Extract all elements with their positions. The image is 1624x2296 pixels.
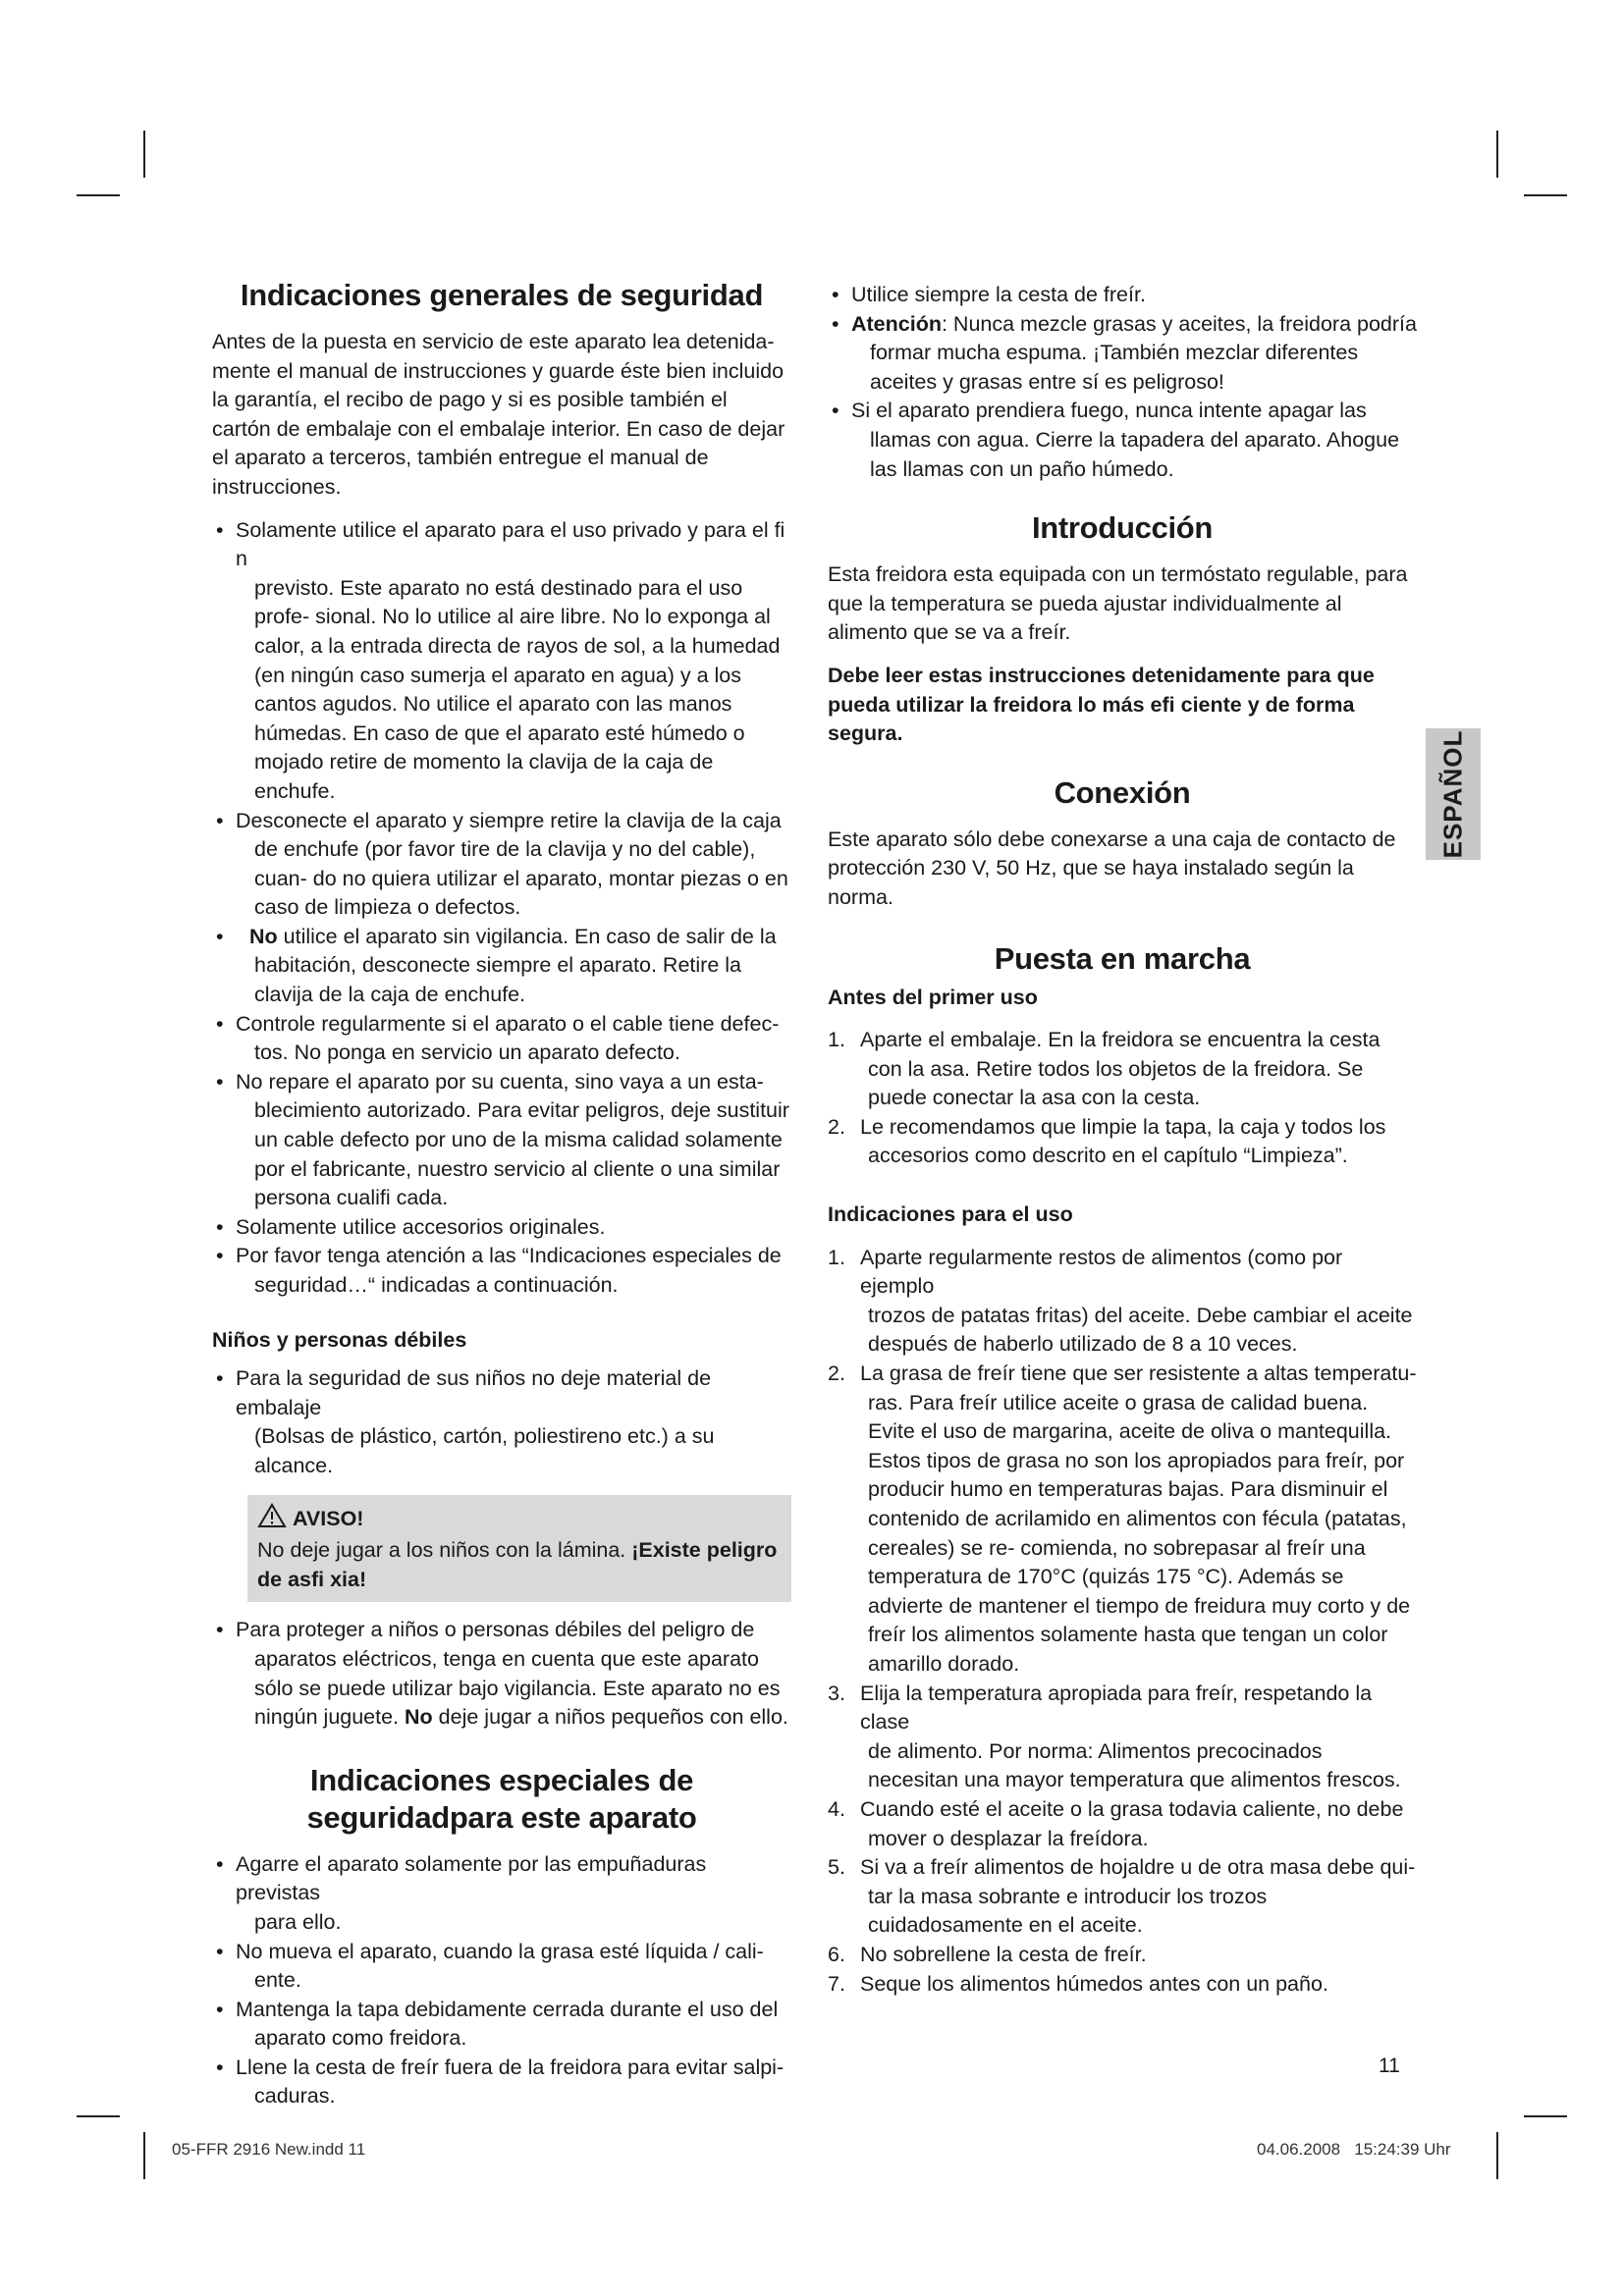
list-item: • Llene la cesta de freír fuera de la freidora para evitar salpi- caduras. [212,2054,791,2111]
crop-mark [1496,2132,1498,2179]
list-item: • Por favor tenga atención a las “Indicaciones especiales de seguridad…“ indicadas a continuación. [212,1242,791,1300]
list-item: • No utilice el aparato sin vigilancia. En caso de salir de la habitación, desconecte siempre el aparato. Retire la clavija de la caja de enchufe. [212,923,791,1010]
first-use-title: Antes del primer uso [828,985,1038,1009]
general-safety-title: Indicaciones generales de seguridad [240,278,764,312]
list-item: • Solamente utilice el aparato para el uso privado y para el fi n previsto. Este aparato no está destinado para el uso profe- sional. No lo utilice al aire libre. No lo exponga al calor, a la entrada directa de rayos de sol, a la humedad (en ningún caso sumerja el aparato en agua) y a los cantos agudos. No utilice el aparato con las manos húmedas. En caso de que el aparato esté húmedo o mojado retire de momento la clavija de la caja de enchufe. [212,516,791,807]
children-list-2 [212,1616,791,1732]
list-item: • Utilice siempre la cesta de freír. [828,281,1417,310]
crop-mark [143,131,145,178]
warning-title: AVISO! [293,1507,364,1531]
warning-triangle-icon [257,1503,287,1537]
list-item: 2. La grasa de freír tiene que ser resistente a altas temperatu- ras. Para freír utilice aceite o grasa de calidad buena. Evite el uso de margarina, aceite de oliva o mantequilla. Estos tipos de grasa no son los apropiados para freír, por producir humo en temperaturas bajas. Para disminuir el contenido de acrilamido en alimentos con fécula (patatas, cereales) se re- comienda, no sobrepasar al freír una temperatura de 170°C (quizás 175 °C). Además se advierte de mantener el tiempo de freidura muy corto y de freír los alimentos solamente hasta que tengan un color amarillo dorado. [828,1362,1417,1676]
list-item: 6. No sobrellene la cesta de freír. [828,1942,1147,1966]
list-item: 1. Aparte el embalaje. En la freidora se encuentra la cesta con la asa. Retire todos los objetos de la freidora. Se puede conectar la asa con la cesta. [828,1028,1380,1110]
warning-heading [257,1503,782,1537]
general-safety-list [212,516,791,1301]
right-column [828,281,1417,2012]
list-item: • Agarre el aparato solamente por las empuñaduras previstas para ello. [212,1850,791,1938]
crop-mark [77,2115,120,2117]
introduction-text: Esta freidora esta equipada con un termóstato regulable, para que la temperatura se pueda ajustar individualmente al alimento que se va a freír. [828,562,1408,645]
connection-text: Este aparato sólo debe conexarse a una caja de contacto de protección 230 V, 50 Hz, que se haya instalado según la norma. [828,827,1396,909]
list-item: • Solamente utilice accesorios originales. [212,1213,791,1243]
footer-file-name: 05-FFR 2916 New.indd 11 [172,2140,366,2159]
crop-mark [1496,131,1498,178]
introduction-bold-text: Debe leer estas instrucciones detenidamente para que pueda utilizar la freidora lo más efi ciente y de forma segura. [828,663,1375,746]
warning-box [247,1495,791,1603]
crop-mark [1524,2115,1567,2117]
left-column [212,277,791,2125]
first-use-list [828,1026,1417,1171]
general-safety-intro: Antes de la puesta en servicio de este aparato lea detenida- mente el manual de instrucciones y guarde éste bien incluido la garantía, el recibo de pago y si es posible también el cartón de embalaje con el embalaje interior. En caso de dejar el aparato a terceros, también entregue el manual de instrucciones. [212,330,785,499]
usage-title: Indicaciones para el uso [828,1202,1073,1227]
list-item: • No mueva el aparato, cuando la grasa esté líquida / cali- ente. [212,1938,791,1996]
list-item: 5. Si va a freír alimentos de hojaldre u de otra masa debe qui- tar la masa sobrante e introducir los trozos cuidadosamente en el aceite. [828,1855,1416,1938]
crop-mark [143,2132,145,2179]
connection-title: Conexión [1054,774,1191,810]
list-item: • No repare el aparato por su cuenta, sino vaya a un esta- blecimiento autorizado. Para evitar peligros, deje sustituir un cable defecto por uno de la misma calidad solamente por el fabricante, nuestro servicio al cliente o una similar persona cualifi cada. [212,1068,791,1213]
special-safety-list-continued [828,281,1417,484]
introduction-title: Introducción [1031,510,1214,546]
list-item: • Desconecte el aparato y siempre retire la clavija de la caja de enchufe (por favor tire de la clavija y no del cable), cuan- do no quiera utilizar el aparato, montar piezas o en caso de limpieza o defectos. [212,807,791,923]
list-item: 2. Le recomendamos que limpie la tapa, la caja y todos los accesorios como descrito en el capítulo “Limpieza”. [828,1114,1386,1168]
children-title: Niños y personas débiles [212,1327,467,1352]
list-item: 1. Aparte regularmente restos de alimentos (como por ejemplo trozos de patatas fritas) del aceite. Debe cambiar el aceite después de haberlo utilizado de 8 a 10 veces. [828,1245,1413,1357]
list-item: • Mantenga la tapa debidamente cerrada durante el uso del aparato como freidora. [212,1996,791,2054]
list-item: • Para proteger a niños o personas débiles del peligro de aparatos eléctricos, tenga en cuenta que este aparato sólo se puede utilizar bajo vigilancia. Este aparato no es ningún juguete. No deje jugar a niños pequeños con ello. [212,1616,791,1732]
language-tab-label: ESPAÑOL [1437,729,1468,859]
crop-mark [1524,194,1567,196]
list-item: • Para la seguridad de sus niños no deje material de embalaje (Bolsas de plástico, cartón, poliestireno etc.) a su alcance. [212,1364,791,1480]
special-safety-list [212,1850,791,2111]
usage-list [828,1244,1417,1999]
special-safety-title: Indicaciones especiales de seguridadpara este aparato [306,1762,697,1835]
list-item: • Si el aparato prendiera fuego, nunca intente apagar las llamas con agua. Cierre la tapadera del aparato. Ahogue las llamas con un paño húmedo. [828,397,1417,484]
list-item: 7. Seque los alimentos húmedos antes con un paño. [828,1971,1328,1996]
list-item: • Controle regularmente si el aparato o el cable tiene defec- tos. No ponga en servicio un aparato defecto. [212,1010,791,1068]
children-list [212,1364,791,1480]
list-item: • Atención: Nunca mezcle grasas y aceites, la freidora podría formar mucha espuma. ¡También mezclar diferentes aceites y grasas entre sí es peligroso! [828,310,1417,398]
warning-text: No deje jugar a los niños con la lámina. ¡Existe peligro de asfi xia! [257,1538,778,1591]
footer-timestamp: 04.06.2008 15:24:39 Uhr [1257,2140,1451,2159]
crop-mark [77,194,120,196]
list-item: 3. Elija la temperatura apropiada para freír, respetando la clase de alimento. Por norma: Alimentos precocinados necesitan una mayor temperatura que alimentos frescos. [828,1681,1401,1792]
page-number: 11 [1379,2055,1400,2077]
list-item: 4. Cuando esté el aceite o la grasa todavia caliente, no debe mover o desplazar la freídora. [828,1796,1404,1850]
start-title: Puesta en marcha [994,940,1251,976]
